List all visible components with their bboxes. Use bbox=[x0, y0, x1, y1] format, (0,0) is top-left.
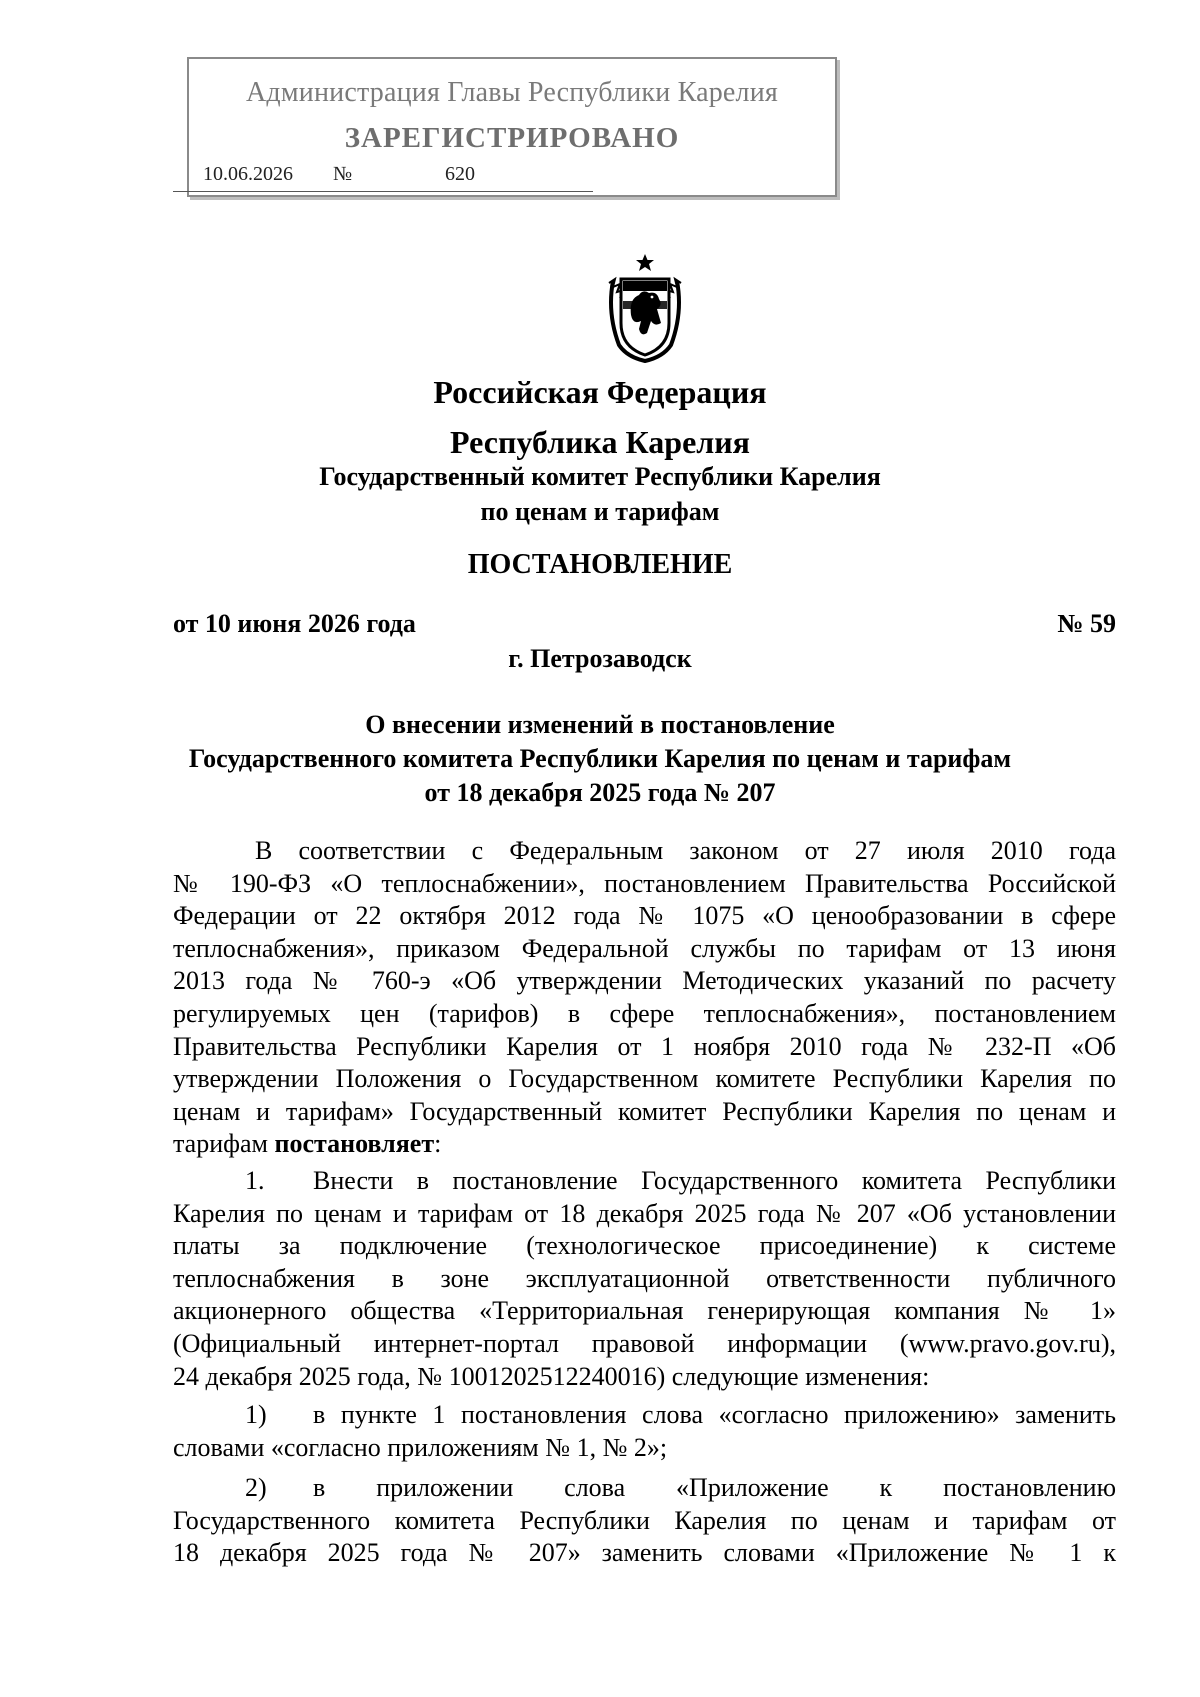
stamp-status: ЗАРЕГИСТРИРОВАНО bbox=[344, 122, 680, 154]
document-number: № 59 bbox=[1057, 609, 1116, 638]
header-country: Российская Федерация bbox=[433, 374, 767, 410]
coat-of-arms-icon bbox=[605, 253, 685, 365]
stamp-date: 10.06.2026 bbox=[203, 163, 293, 185]
stamp-organization: Администрация Главы Республики Карелия bbox=[246, 77, 778, 108]
preamble-paragraph bbox=[173, 835, 1116, 1161]
stamp-number: 620 bbox=[445, 163, 475, 185]
item-1-number: 1. bbox=[245, 1166, 265, 1195]
preamble-line: Федерации от 22 октября 2012 года № 1075 «О ценообразовании в сфере bbox=[173, 901, 1116, 931]
subitem-1-line: словами «согласно приложениям № 1, № 2»; bbox=[173, 1432, 668, 1462]
subitem-1-first-line: 1) в пункте 1 постановления слова «согласно приложению» заменить bbox=[173, 1399, 1116, 1432]
preamble-line: регулируемых цен (тарифов) в сфере теплоснабжения», постановлением bbox=[173, 998, 1116, 1028]
item-1-line: Карелия по ценам и тарифам от 18 декабря 2025 года № 207 «Об установлении bbox=[173, 1198, 1116, 1228]
header-committee-line2: по ценам и тарифам bbox=[480, 497, 720, 526]
preamble-line: № 190-ФЗ «О теплоснабжении», постановлением Правительства Российской bbox=[173, 868, 1116, 898]
preamble-line: Правительства Республики Карелия от 1 ноября 2010 года № 232-П «Об bbox=[173, 1031, 1116, 1061]
header-committee-line1: Государственный комитет Республики Карелия bbox=[319, 462, 881, 491]
document-type: ПОСТАНОВЛЕНИЕ bbox=[467, 549, 733, 580]
operative-word: постановляет bbox=[274, 1129, 435, 1159]
subitem-2-line: Государственного комитета Республики Карелия по ценам и тарифам от bbox=[173, 1505, 1116, 1535]
subitem-2-first-line: 2) в приложении слова «Приложение к постановлению bbox=[173, 1472, 1116, 1505]
subitem-2-paragraph bbox=[173, 1472, 1116, 1570]
item-1-line: акционерного общества «Территориальная генерирующая компания № 1» bbox=[173, 1296, 1116, 1326]
item-1-line: (Официальный интернет-портал правовой информации (www.pravo.gov.ru), bbox=[173, 1328, 1116, 1358]
preamble-last-line: тарифам постановляет: bbox=[173, 1129, 442, 1159]
preamble-line: теплоснабжения», приказом Федеральной службы по тарифам от 13 июня bbox=[173, 933, 1116, 963]
document-title-line1: О внесении изменений в постановление bbox=[365, 710, 835, 739]
preamble-line: 2013 года № 760-э «Об утверждении Методических указаний по расчету bbox=[173, 966, 1116, 996]
item-1-first-line: 1. Внести в постановление Государственного комитета Республики bbox=[173, 1165, 1116, 1198]
subitem-1-number: 1) bbox=[245, 1400, 267, 1429]
stamp-number-sign: № bbox=[333, 163, 353, 185]
document-date: от 10 июня 2026 года bbox=[173, 609, 416, 638]
item-1-line: 24 декабря 2025 года, № 1001202512240016) следующие изменения: bbox=[173, 1361, 930, 1391]
document-title-line3: от 18 декабря 2025 года № 207 bbox=[424, 778, 776, 807]
item-1-paragraph bbox=[173, 1165, 1116, 1393]
item-1-line: платы за подключение (технологическое присоединение) к системе bbox=[173, 1231, 1116, 1261]
document-title-line2: Государственного комитета Республики Карелия по ценам и тарифам bbox=[188, 744, 1012, 773]
item-1-line: теплоснабжения в зоне эксплуатационной ответственности публичного bbox=[173, 1263, 1116, 1293]
stamp-underline bbox=[173, 191, 593, 192]
header-republic: Республика Карелия bbox=[450, 424, 750, 460]
stamp-registration-line bbox=[173, 157, 593, 197]
subitem-2-number: 2) bbox=[245, 1473, 267, 1502]
document-city: г. Петрозаводск bbox=[508, 644, 692, 673]
preamble-line: ценам и тарифам» Государственный комитет Республики Карелия по ценам и bbox=[173, 1096, 1116, 1126]
subitem-1-paragraph bbox=[173, 1399, 1116, 1464]
preamble-line: утверждении Положения о Государственном комитете Республики Карелия по bbox=[173, 1064, 1116, 1094]
preamble-line: В соответствии с Федеральным законом от 27 июля 2010 года bbox=[255, 836, 1116, 865]
subitem-2-line: 18 декабря 2025 года № 207» заменить словами «Приложение № 1 к bbox=[173, 1538, 1116, 1568]
